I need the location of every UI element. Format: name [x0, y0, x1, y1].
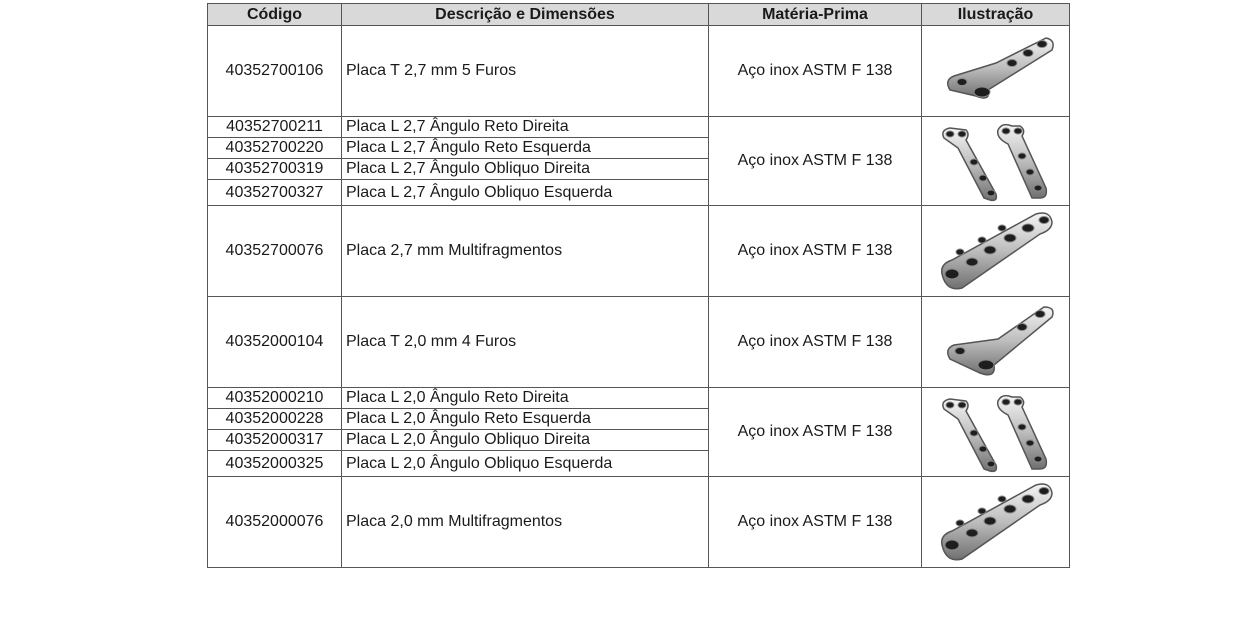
product-description: Placa L 2,0 Ângulo Reto Esquerda — [342, 409, 709, 430]
product-code: 40352000228 — [208, 409, 342, 430]
header-illustration: Ilustração — [922, 4, 1070, 26]
header-code: Código — [208, 4, 342, 26]
product-code: 40352000317 — [208, 430, 342, 451]
table-row — [208, 26, 1070, 117]
l-plates-icon — [936, 389, 1056, 475]
table-row — [208, 388, 1070, 409]
header-material: Matéria-Prima — [709, 4, 922, 26]
product-illustration — [922, 297, 1070, 388]
table-row — [208, 206, 1070, 297]
product-description: Placa L 2,0 Ângulo Reto Direita — [342, 388, 709, 409]
product-description: Placa 2,7 mm Multifragmentos — [342, 206, 709, 297]
product-material: Aço inox ASTM F 138 — [709, 206, 922, 297]
multifragment-plate-icon — [936, 479, 1056, 565]
product-code: 40352000076 — [208, 477, 342, 568]
product-description: Placa L 2,7 Ângulo Reto Direita — [342, 117, 709, 138]
header-description: Descrição e Dimensões — [342, 4, 709, 26]
product-description: Placa 2,0 mm Multifragmentos — [342, 477, 709, 568]
product-material: Aço inox ASTM F 138 — [709, 388, 922, 477]
product-code: 40352000325 — [208, 451, 342, 477]
table-row — [208, 117, 1070, 138]
product-description: Placa L 2,0 Ângulo Obliquo Esquerda — [342, 451, 709, 477]
l-plates-icon — [936, 118, 1056, 204]
multifragment-plate-icon — [936, 208, 1056, 294]
product-code: 40352000210 — [208, 388, 342, 409]
product-material: Aço inox ASTM F 138 — [709, 477, 922, 568]
product-description: Placa L 2,0 Ângulo Obliquo Direita — [342, 430, 709, 451]
product-illustration — [922, 206, 1070, 297]
product-description: Placa L 2,7 Ângulo Reto Esquerda — [342, 138, 709, 159]
product-description: Placa L 2,7 Ângulo Obliquo Direita — [342, 159, 709, 180]
t-plate-icon — [936, 28, 1056, 114]
product-table — [207, 3, 1070, 568]
product-description: Placa L 2,7 Ângulo Obliquo Esquerda — [342, 180, 709, 206]
t-plate-icon — [936, 299, 1056, 385]
product-description: Placa T 2,7 mm 5 Furos — [342, 26, 709, 117]
product-code: 40352700327 — [208, 180, 342, 206]
product-material: Aço inox ASTM F 138 — [709, 297, 922, 388]
product-material: Aço inox ASTM F 138 — [709, 117, 922, 206]
product-code: 40352700319 — [208, 159, 342, 180]
product-illustration — [922, 117, 1070, 206]
product-code: 40352700106 — [208, 26, 342, 117]
product-description: Placa T 2,0 mm 4 Furos — [342, 297, 709, 388]
product-code: 40352700220 — [208, 138, 342, 159]
product-material: Aço inox ASTM F 138 — [709, 26, 922, 117]
product-illustration — [922, 477, 1070, 568]
product-illustration — [922, 388, 1070, 477]
product-code: 40352000104 — [208, 297, 342, 388]
product-code: 40352700211 — [208, 117, 342, 138]
header-row — [208, 4, 1070, 26]
table-row — [208, 297, 1070, 388]
table-row — [208, 477, 1070, 568]
product-code: 40352700076 — [208, 206, 342, 297]
product-illustration — [922, 26, 1070, 117]
